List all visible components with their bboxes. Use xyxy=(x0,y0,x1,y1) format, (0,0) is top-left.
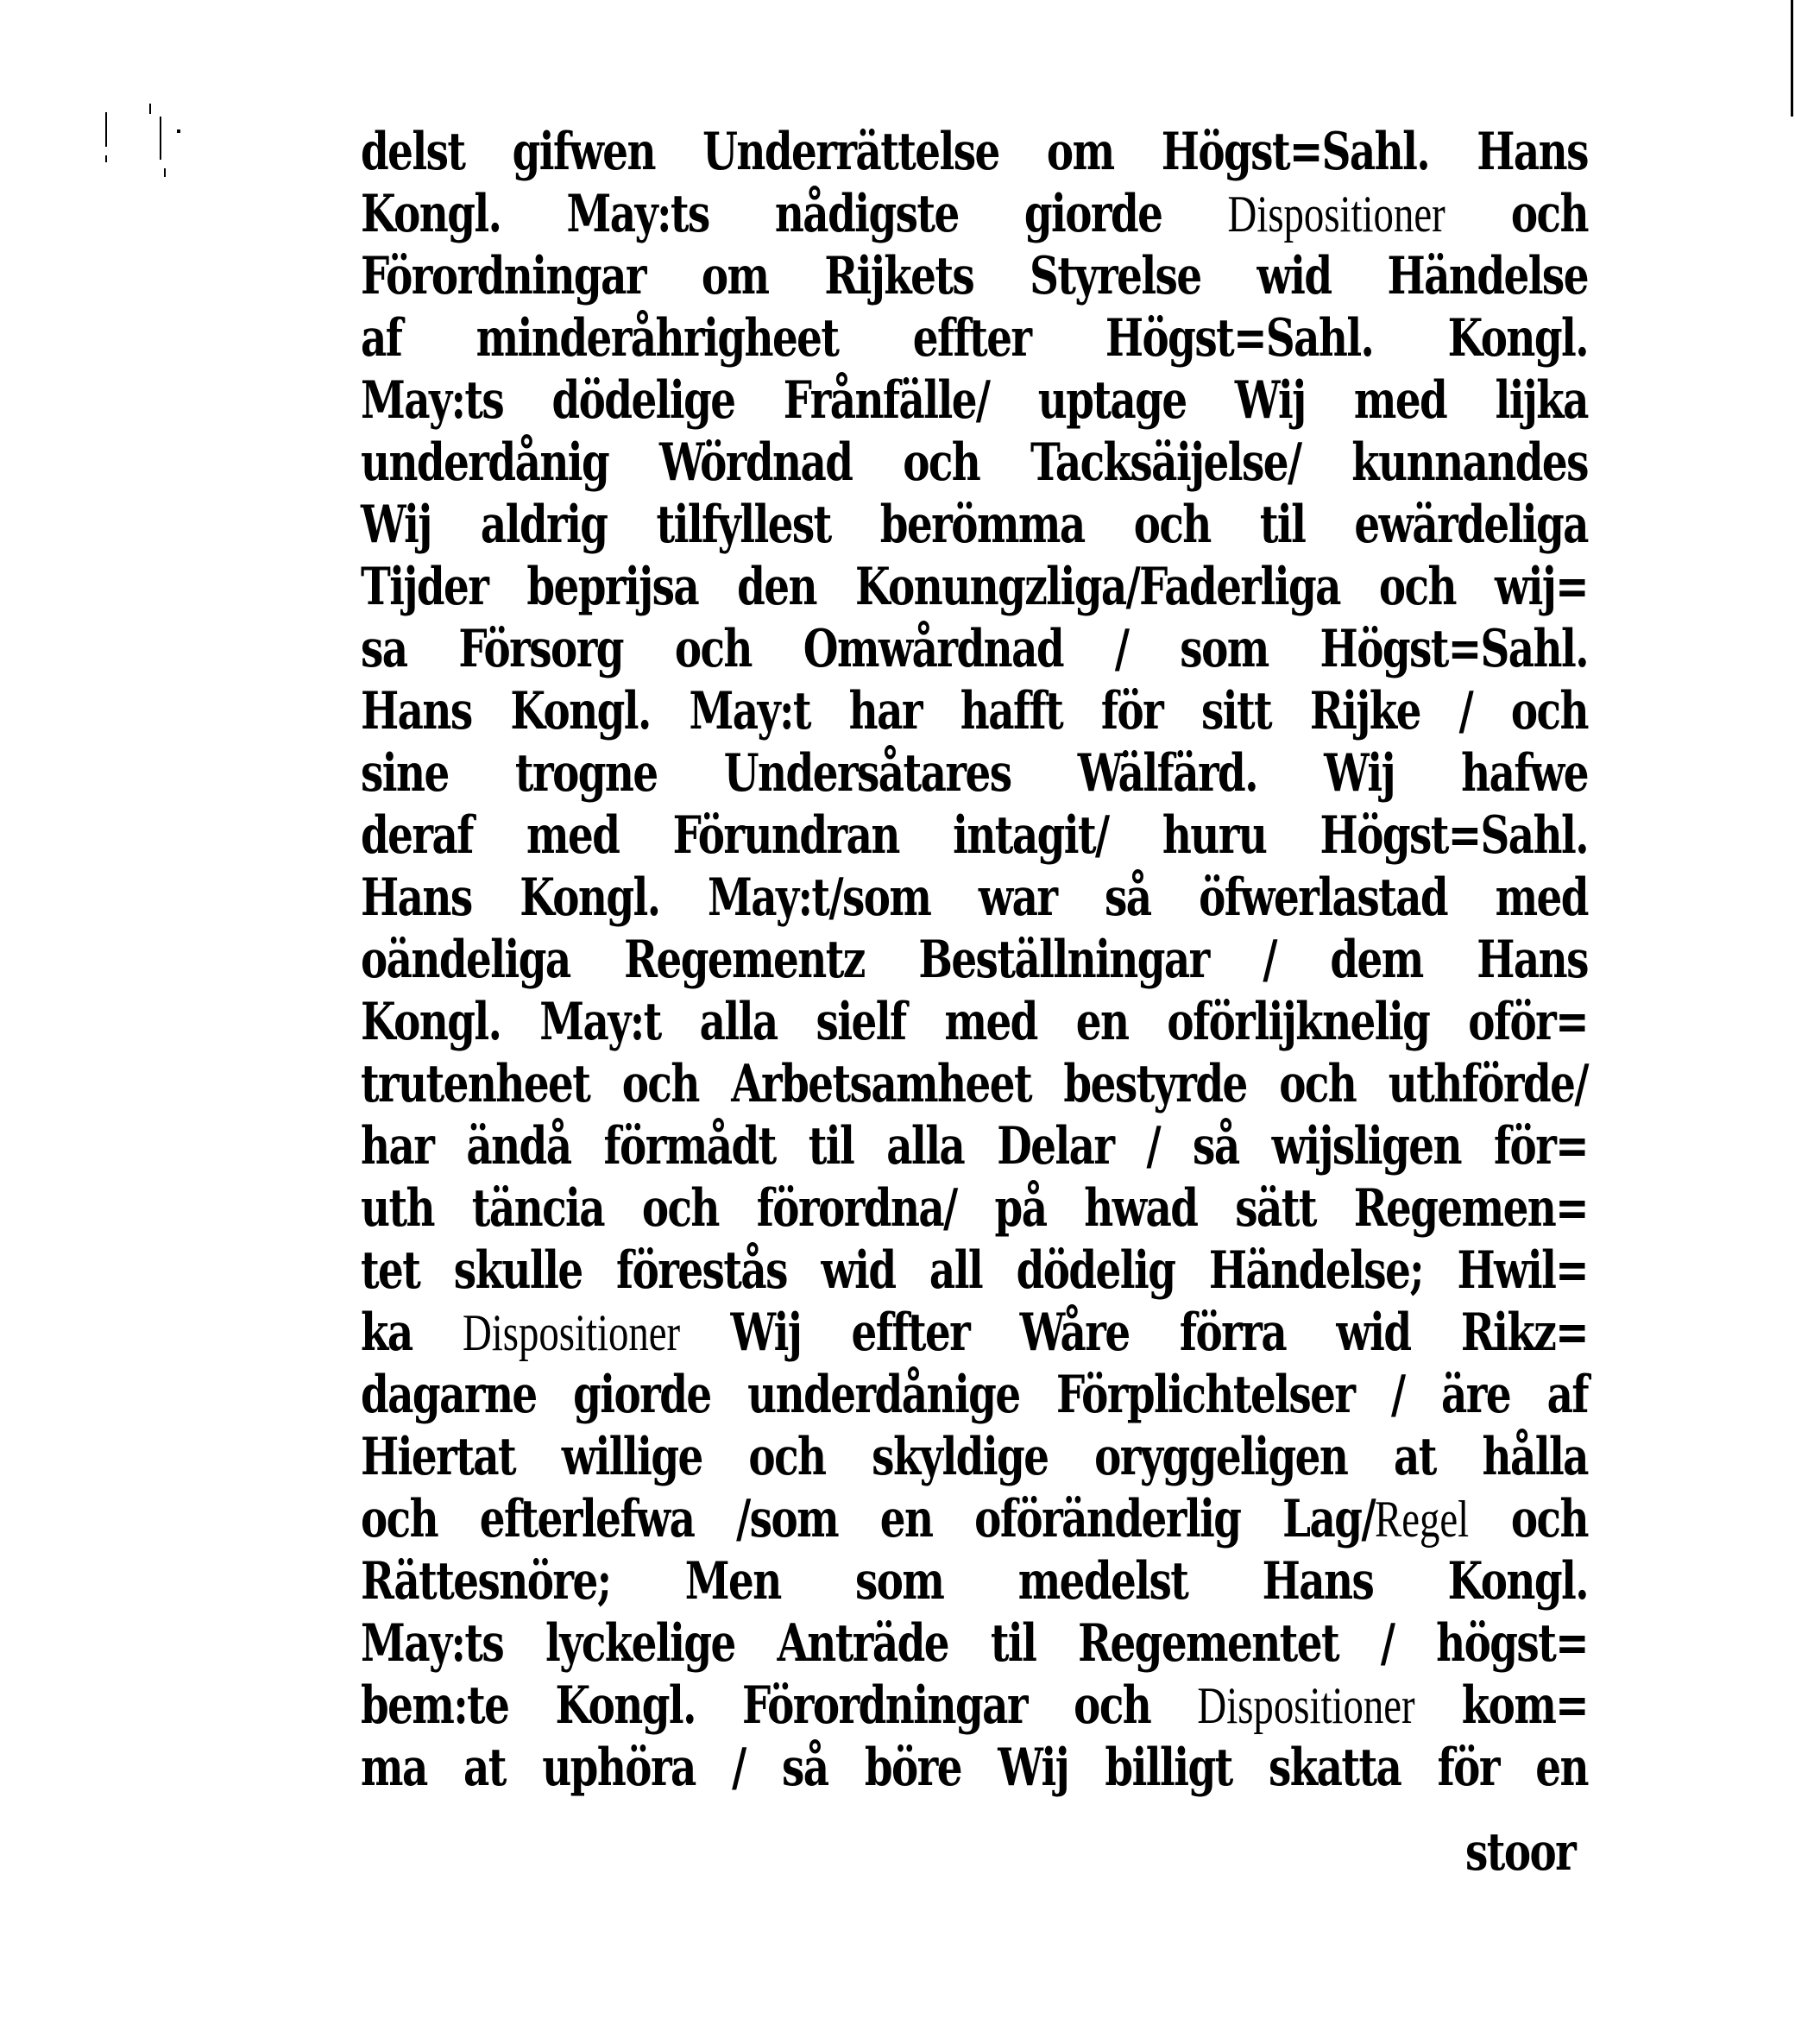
text-segment: dagarne giorde underdånige Förplichtelser / äre af xyxy=(361,1365,1588,1425)
text-line xyxy=(361,991,1588,1053)
text-segment: delst gifwen Underrättelse om Högst=Sahl. Hans xyxy=(361,122,1588,182)
text-line xyxy=(361,867,1588,929)
text-line xyxy=(361,1737,1588,1799)
text-segment: oändeliga Regementz Beställningar / dem Hans xyxy=(361,930,1588,990)
text-line xyxy=(361,1115,1588,1177)
text-line xyxy=(361,1426,1588,1488)
text-segment: Förordningar om Rijkets Styrelse wid Händelse xyxy=(361,246,1588,306)
text-segment: Hiertat willige och skyldige oryggeligen at hålla xyxy=(361,1427,1588,1487)
catchword: stoor xyxy=(1465,1822,1576,1883)
text-line xyxy=(361,929,1588,991)
text-segment: Hans Kongl. May:t/som war så öfwerlastad med xyxy=(361,867,1588,928)
text-segment: har ändå förmådt til alla Delar / så wijsligen för= xyxy=(361,1116,1588,1177)
text-line xyxy=(361,307,1588,369)
text-segment: och efterlefwa /som en oföränderlig Lag/ xyxy=(361,1489,1375,1549)
text-line xyxy=(361,556,1588,618)
margin-scan-specks xyxy=(95,95,190,190)
text-segment: Tijder beprijsa den Konungzliga/Faderliga och wij= xyxy=(361,557,1588,617)
text-segment: Wij effter Wåre förra wid Rikz= xyxy=(680,1303,1588,1363)
text-segment: underdånig Wördnad och Tacksäijelse/ kunnandes xyxy=(361,432,1588,493)
text-segment: Wij aldrig tilfyllest berömma och til ewärdeliga xyxy=(361,495,1588,555)
text-line xyxy=(361,742,1588,804)
text-segment: kom= xyxy=(1414,1675,1588,1736)
text-line xyxy=(361,1240,1588,1302)
text-segment: och xyxy=(1469,1489,1588,1549)
text-segment: af minderåhrigheet effter Högst=Sahl. Kongl. xyxy=(361,308,1588,369)
text-line xyxy=(361,1488,1588,1550)
text-line xyxy=(361,618,1588,680)
text-line xyxy=(361,183,1588,245)
roman-word: Regel xyxy=(1374,1491,1470,1548)
text-line xyxy=(361,1675,1588,1737)
text-segment: och xyxy=(1445,184,1588,244)
text-line xyxy=(361,1364,1588,1426)
text-line xyxy=(361,1550,1588,1612)
text-segment: ka xyxy=(361,1303,463,1363)
text-line xyxy=(361,1177,1588,1240)
text-line xyxy=(361,432,1588,494)
text-segment: Rättesnöre; Men som medelst Hans Kongl. xyxy=(361,1551,1588,1612)
text-segment: sine trogne Undersåtares Wälfärd. Wij hafwe xyxy=(361,743,1588,804)
text-segment: uth täncia och förordna/ på hwad sätt Regemen= xyxy=(361,1178,1588,1239)
text-segment: Kongl. May:t alla sielf med en oförlijknelig oför= xyxy=(361,992,1588,1052)
text-line xyxy=(361,1302,1588,1364)
text-segment: Kongl. May:ts nådigste giorde xyxy=(361,184,1228,244)
text-segment: Hans Kongl. May:t har hafft för sitt Rijke / och xyxy=(361,681,1588,741)
text-segment: deraf med Förundran intagit/ huru Högst=Sahl. xyxy=(361,805,1588,866)
text-segment: May:ts lyckelige Anträde til Regementet / högst= xyxy=(361,1613,1588,1674)
text-line xyxy=(361,245,1588,307)
text-line xyxy=(361,494,1588,556)
text-segment: May:ts dödelige Frånfälle/ uptage Wij med lijka xyxy=(361,370,1588,431)
text-line xyxy=(361,1612,1588,1675)
roman-word: Dispositioner xyxy=(1197,1677,1415,1734)
text-line xyxy=(361,121,1588,183)
text-line xyxy=(361,804,1588,867)
text-line xyxy=(361,680,1588,742)
text-segment: tet skulle förestås wid all dödelig Händelse; Hwil= xyxy=(361,1240,1588,1301)
body-text xyxy=(361,121,1588,1799)
text-segment: sa Försorg och Omwårdnad / som Högst=Sahl. xyxy=(361,619,1588,679)
text-line xyxy=(361,369,1588,432)
scan-edge-line xyxy=(1791,0,1793,117)
text-segment: bem:te Kongl. Förordningar och xyxy=(361,1675,1198,1736)
roman-word: Dispositioner xyxy=(462,1304,681,1361)
text-segment: ma at uphöra / så böre Wij billigt skatta för en xyxy=(361,1738,1588,1798)
roman-word: Dispositioner xyxy=(1227,186,1445,243)
text-line xyxy=(361,1053,1588,1115)
text-segment: trutenheet och Arbetsamheet bestyrde och uthförde/ xyxy=(361,1054,1588,1114)
